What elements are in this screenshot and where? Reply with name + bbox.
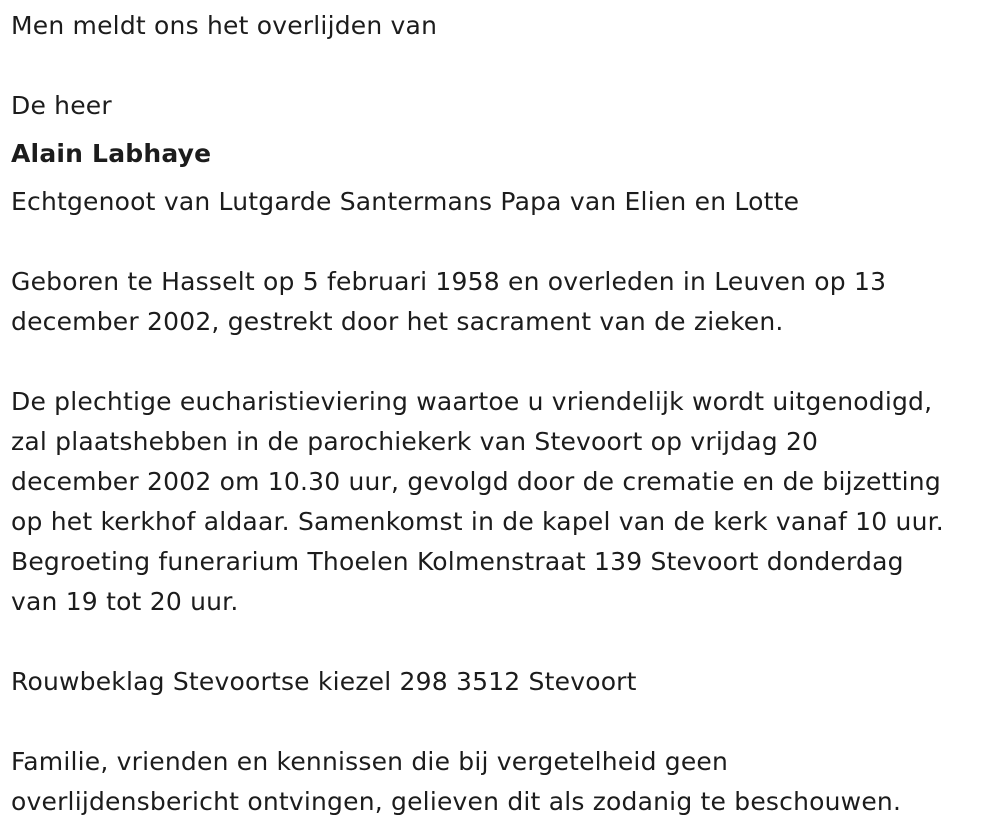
ceremony-line-3: december 2002 om 10.30 uur, gevolgd door de crematie en de bijzetting <box>11 467 941 496</box>
relations-text: Echtgenoot van Lutgarde Santermans Papa van Elien en Lotte <box>11 187 800 216</box>
title-prefix: De heer <box>11 91 112 120</box>
ceremony-line-1: De plechtige eucharistieviering waartoe u vriendelijk wordt uitgenodigd, <box>11 387 933 416</box>
ceremony-line-2: zal plaatshebben in de parochiekerk van Stevoort op vrijdag 20 <box>11 427 819 456</box>
deceased-name: Alain Labhaye <box>11 139 212 168</box>
closing-line-1: Familie, vrienden en kennissen die bij vergetelheid geen <box>11 747 729 776</box>
intro-text: Men meldt ons het overlijden van <box>11 11 438 40</box>
ceremony-line-4: op het kerkhof aldaar. Samenkomst in de kapel van de kerk vanaf 10 uur. <box>11 507 944 536</box>
birth-death-line-1: Geboren te Hasselt op 5 februari 1958 en overleden in Leuven op 13 <box>11 267 887 296</box>
birth-death-line-2: december 2002, gestrekt door het sacrament van de zieken. <box>11 307 784 336</box>
condolences-address: Rouwbeklag Stevoortse kiezel 298 3512 Stevoort <box>11 667 637 696</box>
ceremony-line-6: van 19 tot 20 uur. <box>11 587 239 616</box>
closing-line-2: overlijdensbericht ontvingen, gelieven dit als zodanig te beschouwen. <box>11 787 902 816</box>
ceremony-line-5: Begroeting funerarium Thoelen Kolmenstraat 139 Stevoort donderdag <box>11 547 904 576</box>
